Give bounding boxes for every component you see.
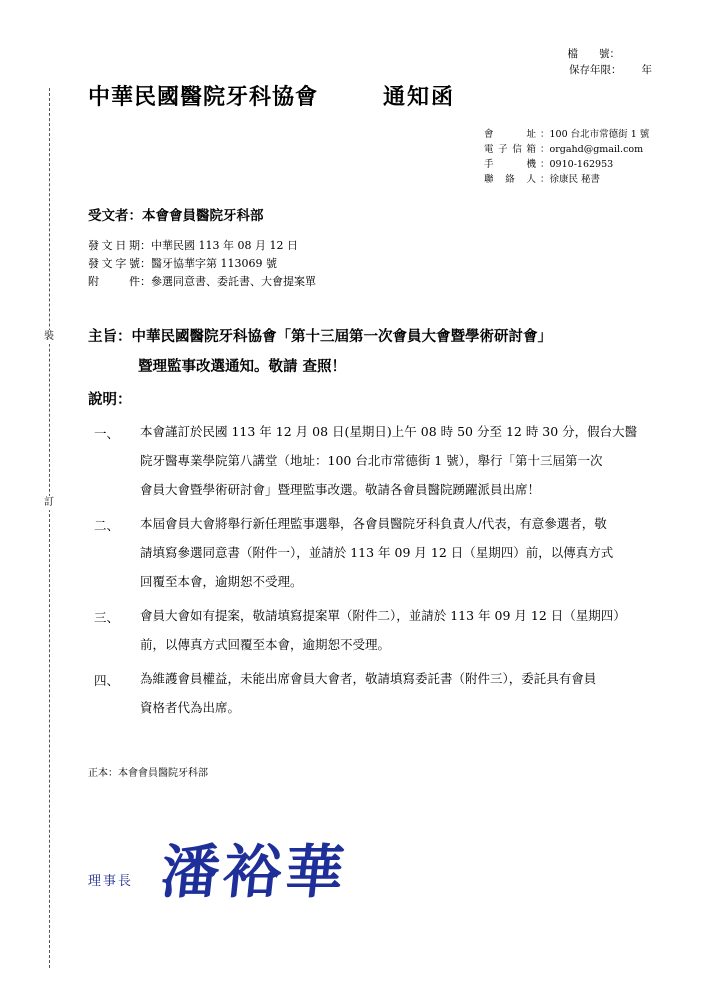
- doc-info-row: 附件 ： 參選同意書、委託書、大會提案單: [88, 273, 316, 291]
- item-line: 為維護會員權益，未能出席會員大會者，敬請填寫委託書（附件三），委託具有會員: [140, 671, 597, 686]
- item-number: 一、: [94, 426, 120, 441]
- item-line: 回覆至本會，逾期恕不受理。: [140, 574, 303, 589]
- item-text: [140, 664, 648, 722]
- doc-info-label: 發文日期: [88, 239, 140, 252]
- list-item: [88, 516, 648, 596]
- archive-fields: [568, 46, 653, 78]
- subject-line-2: 暨理監事改選通知。敬請 查照！: [138, 358, 347, 375]
- subject: [88, 322, 552, 382]
- contact-label: 聯絡人: [484, 174, 536, 185]
- item-line: 請填寫參選同意書（附件一），並請於 113 年 09 月 12 日（星期四）前，以傳真方式: [140, 545, 614, 560]
- item-number: 三、: [94, 610, 120, 625]
- contact-email: orgahd@gmail.com: [549, 144, 644, 155]
- chairman-title: 理事長: [88, 874, 134, 889]
- contact-label: 電子信箱: [484, 144, 536, 155]
- explanation-heading: 說明：: [88, 391, 132, 408]
- doc-info-label: 附件: [88, 275, 140, 288]
- binding-line: [49, 88, 50, 968]
- archive-retention-label: 保存年限：: [569, 64, 622, 76]
- item-line: 會員大會暨學術研討會」暨理監事改選。敬請各會員醫院踴躍派員出席！: [140, 482, 541, 497]
- doc-info-block: [88, 237, 316, 291]
- doc-date: 中華民國 113 年 08 月 12 日: [151, 239, 298, 252]
- binding-mark-bottom: 訂: [44, 497, 54, 508]
- item-line: 院牙醫專業學院第八講堂（地址：100 台北市常德街 1 號），舉行「第十三屆第一次: [140, 453, 603, 468]
- list-item: [88, 608, 648, 659]
- item-line: 本屆會員大會將舉行新任理監事選舉，各會員醫院牙科負責人/代表，有意參選者，敬: [140, 516, 607, 531]
- signature-image: [162, 828, 372, 908]
- doc-attachments: 參選同意書、委託書、大會提案單: [151, 275, 316, 288]
- explanation-list: [88, 424, 648, 734]
- doc-number: 醫牙協華字第 113069 號: [151, 257, 277, 270]
- item-number: 四、: [94, 673, 120, 688]
- list-item: [88, 424, 648, 504]
- chairman-signature: [162, 828, 372, 912]
- item-text: [140, 601, 648, 659]
- svg-text:潘裕華: 潘裕華: [162, 838, 351, 906]
- contact-person: 徐康民 秘書: [549, 174, 601, 185]
- doc-type-title: 通知函: [383, 84, 456, 110]
- cc-line: 正本：本會會員醫院牙科部: [88, 768, 208, 779]
- item-line: 會員大會如有提案，敬請填寫提案單（附件二），並請於 113 年 09 月 12 日（星期四）: [140, 608, 626, 623]
- item-text: [140, 509, 648, 596]
- contact-row: 手機 ： 0910-162953: [484, 159, 614, 170]
- binding-mark-top: 裝: [44, 331, 54, 342]
- archive-retention-unit: 年: [641, 64, 652, 76]
- doc-info-label: 發文字號: [88, 257, 140, 270]
- contact-row: 會址 ： 100 台北市常德街 1 號: [484, 129, 650, 140]
- contact-address: 100 台北市常德街 1 號: [549, 129, 650, 140]
- item-text: [140, 417, 648, 504]
- item-line: 前，以傳真方式回覆至本會，逾期恕不受理。: [140, 637, 391, 652]
- contact-block: [484, 127, 649, 187]
- subject-line-1: 主旨：中華民國醫院牙科協會「第十三屆第一次會員大會暨學術研討會」: [88, 328, 552, 345]
- recipient: 受文者：本會會員醫院牙科部: [88, 208, 264, 224]
- contact-row: 電子信箱 ： orgahd@gmail.com: [484, 144, 644, 155]
- item-line: 本會謹訂於民國 113 年 12 月 08 日(星期日)上午 08 時 50 分至 12 時 30 分，假台大醫: [140, 424, 638, 439]
- contact-label: 手機: [484, 159, 536, 170]
- org-title: 中華民國醫院牙科協會: [88, 84, 319, 110]
- item-number: 二、: [94, 518, 120, 533]
- contact-phone: 0910-162953: [549, 159, 614, 170]
- doc-info-row: 發文日期 ： 中華民國 113 年 08 月 12 日: [88, 237, 316, 255]
- contact-row: 聯絡人 ： 徐康民 秘書: [484, 174, 601, 185]
- contact-label: 會址: [484, 129, 536, 140]
- archive-number-label: 檔 號：: [567, 48, 620, 60]
- doc-info-row: 發文字號 ： 醫牙協華字第 113069 號: [88, 255, 316, 273]
- list-item: [88, 671, 648, 722]
- item-line: 資格者代為出席。: [140, 700, 241, 715]
